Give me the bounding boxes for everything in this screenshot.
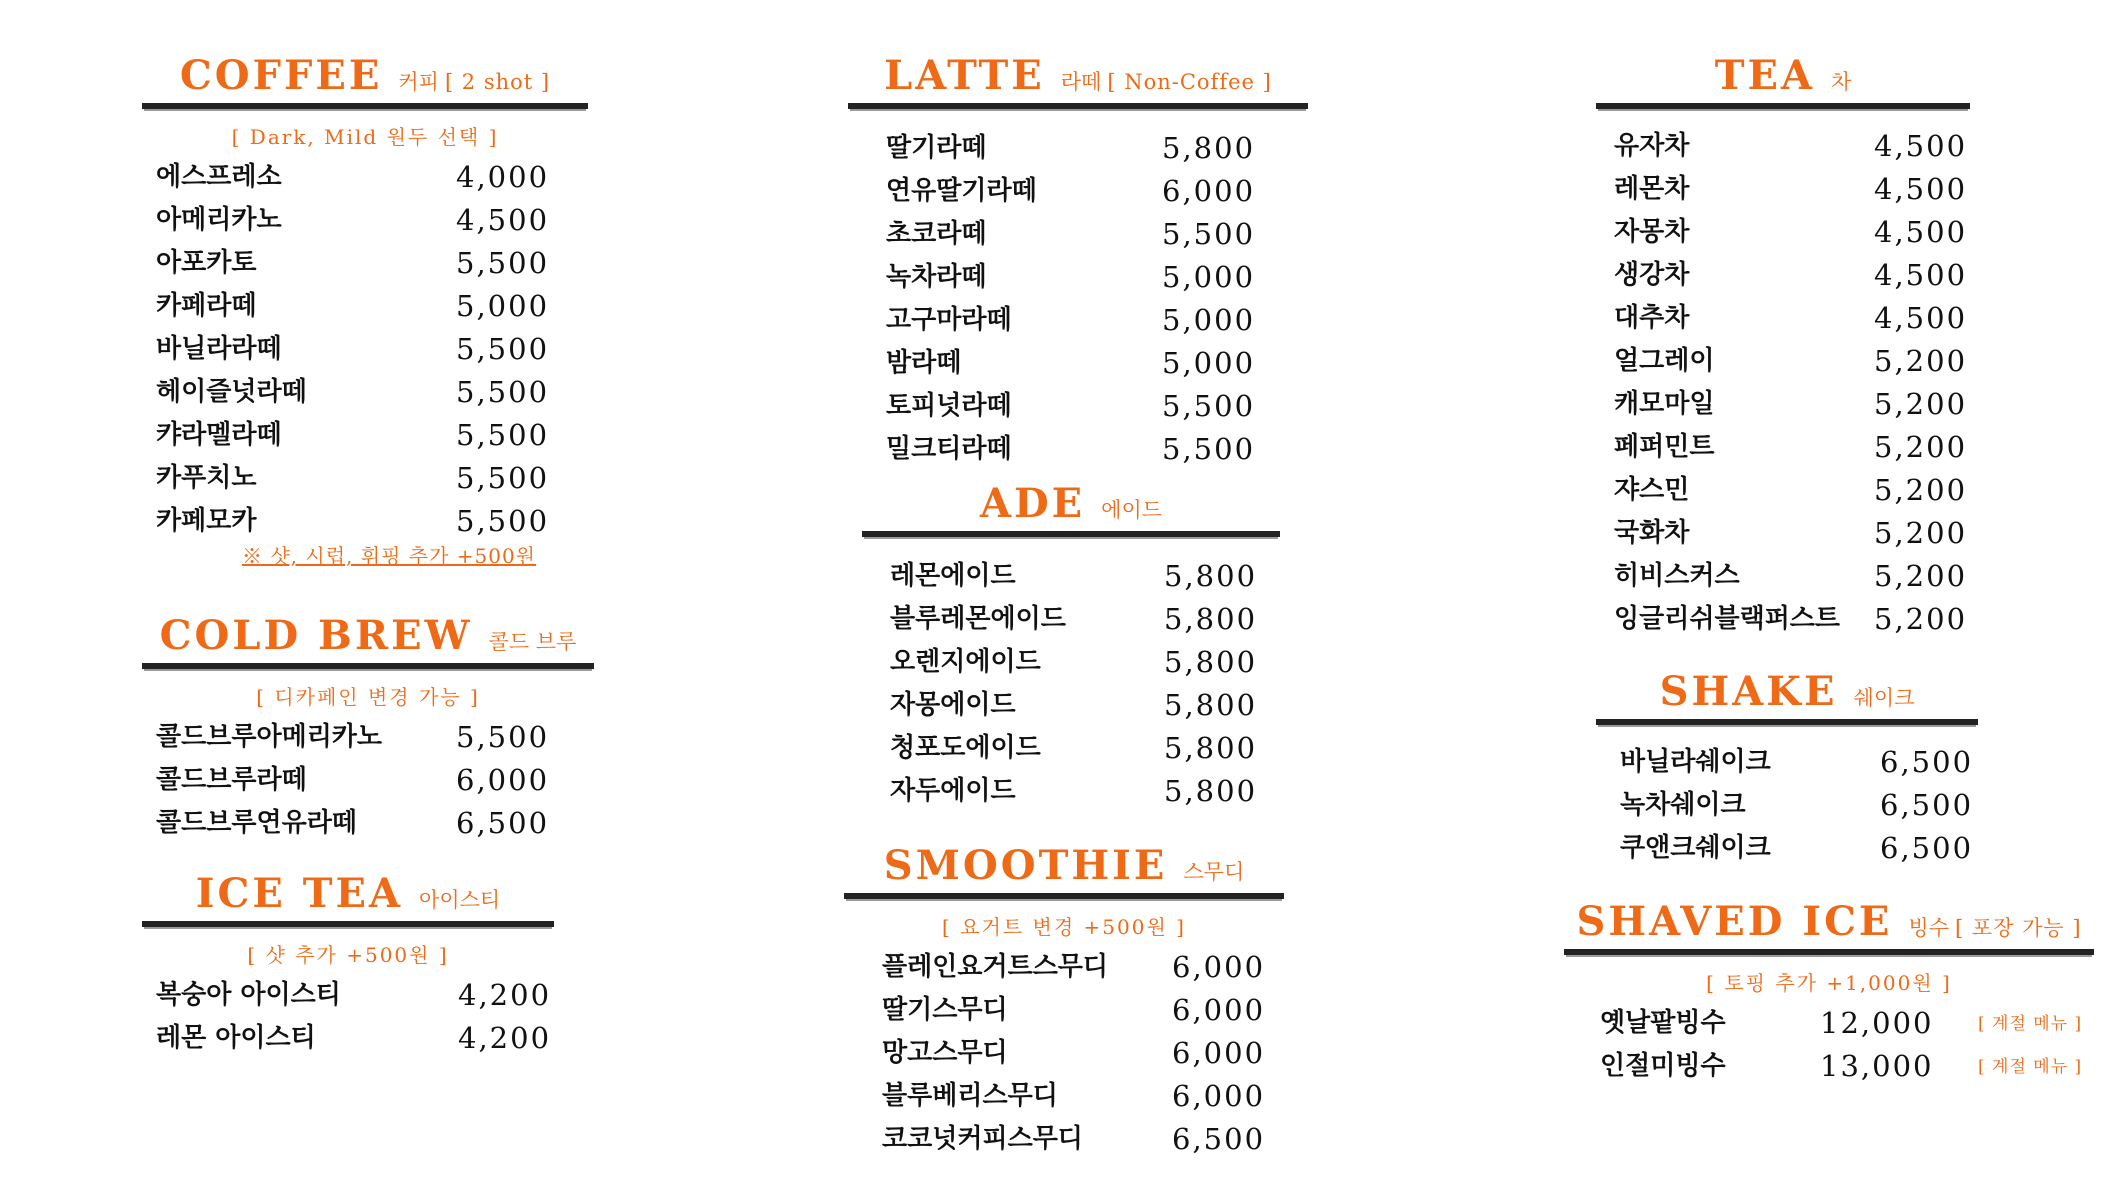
menu-item: [890, 555, 1280, 598]
menu-list: [156, 156, 588, 543]
item-price: 6,000: [1172, 993, 1266, 1027]
menu-item: [882, 989, 1284, 1032]
menu-item: [890, 727, 1280, 770]
item-name: 연유딸기라떼: [886, 176, 1037, 206]
section-header: [1596, 668, 1978, 725]
menu-item: [1614, 555, 1970, 598]
menu-item: [156, 500, 588, 543]
item-name: 아포카토: [156, 248, 257, 278]
item-price: 5,800: [1164, 731, 1258, 765]
section-header: [142, 870, 554, 927]
item-name: 생강차: [1614, 260, 1690, 290]
item-name: 토피넛라떼: [886, 391, 1012, 421]
item-price: 5,800: [1164, 602, 1258, 636]
section-header: [862, 480, 1280, 537]
coffee-footnote: ※ 샷, 시럽, 휘핑 추가 +500원: [242, 544, 536, 568]
menu-item: [886, 256, 1308, 299]
item-name: 녹차라떼: [886, 262, 987, 292]
menu-item: [156, 199, 588, 242]
menu-item: [886, 342, 1308, 385]
section-title-korean: 차: [1831, 70, 1852, 94]
item-name: 잉글리쉬블랙퍼스트: [1614, 604, 1841, 634]
item-name: 카푸치노: [156, 463, 257, 493]
item-price: 5,500: [1162, 432, 1256, 466]
item-name: 에스프레소: [156, 162, 282, 192]
item-name: 쟈스민: [1614, 475, 1690, 505]
section-note: [ 디카페인 변경 가능 ]: [256, 685, 480, 709]
item-name: 바닐라쉐이크: [1620, 747, 1771, 777]
section-title: SHAVED ICE: [1576, 898, 1893, 945]
menu-item: [156, 974, 554, 1017]
item-name: 콜드브루연유라떼: [156, 808, 357, 838]
item-price: 5,500: [456, 246, 550, 280]
section-header: [844, 842, 1284, 899]
item-name: 유자차: [1614, 131, 1690, 161]
item-name: 인절미빙수: [1600, 1051, 1726, 1081]
item-name: 국화차: [1614, 518, 1690, 548]
item-price: 5,200: [1874, 387, 1968, 421]
section-title-korean: 콜드 브루: [488, 630, 577, 654]
menu-item: [886, 428, 1308, 471]
item-name: 블루베리스무디: [882, 1081, 1058, 1111]
item-name: 캐모마일: [1614, 389, 1715, 419]
item-name: 초코라떼: [886, 219, 987, 249]
section-title-korean: 라떼: [1060, 70, 1102, 94]
section-title: ADE: [979, 480, 1086, 527]
menu-item: [1614, 168, 1970, 211]
section-title-korean: 아이스티: [419, 888, 501, 912]
menu-item: [882, 946, 1284, 989]
menu-item: [886, 213, 1308, 256]
section-note: [ Dark, Mild 원두 선택 ]: [231, 125, 499, 149]
item-name: 아메리카노: [156, 205, 282, 235]
item-name: 바닐라라떼: [156, 334, 282, 364]
item-price: 5,800: [1164, 688, 1258, 722]
menu-item: [156, 328, 588, 371]
item-name: 헤이즐넛라떼: [156, 377, 307, 407]
item-price: 5,500: [456, 332, 550, 366]
item-price: 5,200: [1874, 344, 1968, 378]
item-price: 4,500: [1874, 301, 1968, 335]
item-name: 플레인요거트스무디: [882, 952, 1109, 982]
section-header: [142, 52, 588, 109]
menu-item: [1620, 784, 1978, 827]
item-price: 4,500: [456, 203, 550, 237]
item-name: 카페모카: [156, 506, 257, 536]
item-price: 5,200: [1874, 430, 1968, 464]
item-name: 옛날팥빙수: [1600, 1008, 1726, 1038]
section-header: [1564, 898, 2094, 955]
menu-item: [1614, 469, 1970, 512]
menu-item: [886, 127, 1308, 170]
seasonal-tag: [ 계절 메뉴 ]: [1978, 1014, 2083, 1034]
item-price: 6,000: [1172, 950, 1266, 984]
menu-list: [1620, 741, 1978, 870]
section-header: [142, 612, 594, 669]
item-price: 5,000: [1162, 260, 1256, 294]
menu-item: [1614, 211, 1970, 254]
item-price: 4,500: [1874, 215, 1968, 249]
menu-item: [156, 371, 588, 414]
section-cold-brew: [142, 612, 594, 845]
item-name: 딸기라떼: [886, 133, 987, 163]
item-price: 5,000: [456, 289, 550, 323]
item-name: 얼그레이: [1614, 346, 1715, 376]
section-ice-tea: [142, 870, 554, 1060]
item-price: 6,000: [1172, 1036, 1266, 1070]
item-price: 5,800: [1164, 559, 1258, 593]
menu-item: [1600, 1002, 2094, 1045]
section-note: [ 샷 추가 +500원 ]: [247, 943, 449, 967]
item-price: 4,200: [458, 1021, 552, 1055]
menu-item: [1614, 383, 1970, 426]
item-name: 대추차: [1614, 303, 1690, 333]
section-title: COFFEE: [179, 52, 383, 99]
menu-item: [1614, 297, 1970, 340]
menu-item: [1620, 741, 1978, 784]
menu-item: [1620, 827, 1978, 870]
item-name: 고구마라떼: [886, 305, 1012, 335]
item-name: 밀크티라떼: [886, 434, 1012, 464]
menu-item: [886, 385, 1308, 428]
menu-item: [156, 414, 588, 457]
section-title: SHAKE: [1659, 668, 1838, 715]
item-name: 자몽차: [1614, 217, 1690, 247]
item-price: 4,000: [456, 160, 550, 194]
item-price: 12,000: [1820, 1006, 1934, 1040]
menu-item: [156, 242, 588, 285]
menu-item: [1614, 340, 1970, 383]
item-price: 5,800: [1164, 774, 1258, 808]
item-price: 5,200: [1874, 473, 1968, 507]
item-name: 페퍼민트: [1614, 432, 1715, 462]
menu-item: [882, 1118, 1284, 1161]
menu-item: [890, 641, 1280, 684]
menu-item: [882, 1075, 1284, 1118]
section-header: [1596, 52, 1970, 109]
item-price: 4,200: [458, 978, 552, 1012]
menu-item: [1600, 1045, 2094, 1088]
section-shake: [1596, 668, 1978, 870]
menu-item: [156, 1017, 554, 1060]
item-price: 6,500: [1880, 745, 1974, 779]
section-smoothie: [844, 842, 1284, 1161]
item-name: 블루레몬에이드: [890, 604, 1066, 634]
item-name: 밤라떼: [886, 348, 962, 378]
item-price: 6,500: [1880, 788, 1974, 822]
item-price: 6,500: [456, 806, 550, 840]
item-price: 6,500: [1172, 1122, 1266, 1156]
menu-item: [886, 299, 1308, 342]
menu-item: [156, 716, 594, 759]
menu-list: [1600, 1002, 2094, 1088]
section-note: [ 토핑 추가 +1,000원 ]: [1706, 971, 1952, 995]
menu-list: [886, 127, 1308, 471]
item-name: 콜드브루아메리카노: [156, 722, 383, 752]
section-title: LATTE: [884, 52, 1045, 99]
item-price: 4,500: [1874, 129, 1968, 163]
section-shaved-ice: [1564, 898, 2094, 1088]
item-price: 4,500: [1874, 172, 1968, 206]
item-name: 녹차쉐이크: [1620, 790, 1746, 820]
item-name: 캬라멜라떼: [156, 420, 282, 450]
section-ade: [862, 480, 1280, 813]
section-subtitle: [ Non-Coffee ]: [1107, 70, 1272, 94]
section-note: [ 요거트 변경 +500원 ]: [942, 915, 1186, 939]
menu-item: [886, 170, 1308, 213]
item-price: 5,500: [1162, 217, 1256, 251]
section-coffee: [142, 52, 588, 543]
item-price: 5,000: [1162, 346, 1256, 380]
section-tea: [1596, 52, 1970, 641]
menu-item: [156, 156, 588, 199]
menu-item: [156, 802, 594, 845]
menu-item: [1614, 426, 1970, 469]
menu-item: [890, 598, 1280, 641]
item-price: 6,500: [1880, 831, 1974, 865]
section-header: [848, 52, 1308, 109]
item-price: 5,500: [456, 720, 550, 754]
item-name: 레몬 아이스티: [156, 1023, 316, 1053]
menu-item: [1614, 125, 1970, 168]
item-price: 5,500: [456, 375, 550, 409]
item-price: 5,500: [456, 461, 550, 495]
menu-list: [156, 716, 594, 845]
item-name: 쿠앤크쉐이크: [1620, 833, 1771, 863]
menu-item: [156, 285, 588, 328]
section-title: ICE TEA: [195, 870, 404, 917]
item-name: 자몽에이드: [890, 690, 1016, 720]
menu-item: [890, 684, 1280, 727]
menu-list: [882, 946, 1284, 1161]
seasonal-tag: [ 계절 메뉴 ]: [1978, 1057, 2083, 1077]
menu-item: [890, 770, 1280, 813]
section-title-korean: 에이드: [1101, 498, 1163, 522]
section-title-korean: 커피: [398, 70, 439, 94]
item-name: 레몬차: [1614, 174, 1690, 204]
item-price: 5,500: [1162, 389, 1256, 423]
item-price: 5,200: [1874, 602, 1968, 636]
item-price: 6,000: [456, 763, 550, 797]
item-price: 5,500: [456, 418, 550, 452]
section-title-korean: 빙수: [1908, 916, 1949, 940]
section-title: SMOOTHIE: [883, 842, 1168, 889]
menu-item: [156, 759, 594, 802]
item-name: 자두에이드: [890, 776, 1016, 806]
item-name: 딸기스무디: [882, 995, 1008, 1025]
section-subtitle: [ 2 shot ]: [444, 70, 551, 94]
item-price: 5,800: [1162, 131, 1256, 165]
item-price: 4,500: [1874, 258, 1968, 292]
item-price: 6,000: [1162, 174, 1256, 208]
item-name: 코코넛커피스무디: [882, 1124, 1083, 1154]
menu-list: [1614, 125, 1970, 641]
section-title-korean: 스무디: [1183, 860, 1245, 884]
item-price: 5,000: [1162, 303, 1256, 337]
menu-item: [156, 457, 588, 500]
menu-item: [882, 1032, 1284, 1075]
item-price: 13,000: [1820, 1049, 1934, 1083]
item-name: 카페라떼: [156, 291, 257, 321]
menu-item: [1614, 598, 1970, 641]
menu-item: [1614, 254, 1970, 297]
menu-list: [890, 555, 1280, 813]
menu-list: [156, 974, 554, 1060]
item-name: 콜드브루라떼: [156, 765, 307, 795]
section-title: COLD BREW: [159, 612, 473, 659]
item-price: 5,200: [1874, 559, 1968, 593]
item-price: 5,500: [456, 504, 550, 538]
item-name: 레몬에이드: [890, 561, 1016, 591]
item-price: 5,200: [1874, 516, 1968, 550]
item-name: 청포도에이드: [890, 733, 1041, 763]
section-subtitle: [ 포장 가능 ]: [1955, 916, 2082, 940]
item-name: 오렌지에이드: [890, 647, 1041, 677]
section-latte: [848, 52, 1308, 471]
item-name: 히비스커스: [1614, 561, 1740, 591]
menu-item: [1614, 512, 1970, 555]
section-title-korean: 쉐이크: [1853, 686, 1915, 710]
item-price: 6,000: [1172, 1079, 1266, 1113]
item-price: 5,800: [1164, 645, 1258, 679]
item-name: 망고스무디: [882, 1038, 1008, 1068]
section-title: TEA: [1714, 52, 1815, 99]
item-name: 복숭아 아이스티: [156, 980, 341, 1010]
